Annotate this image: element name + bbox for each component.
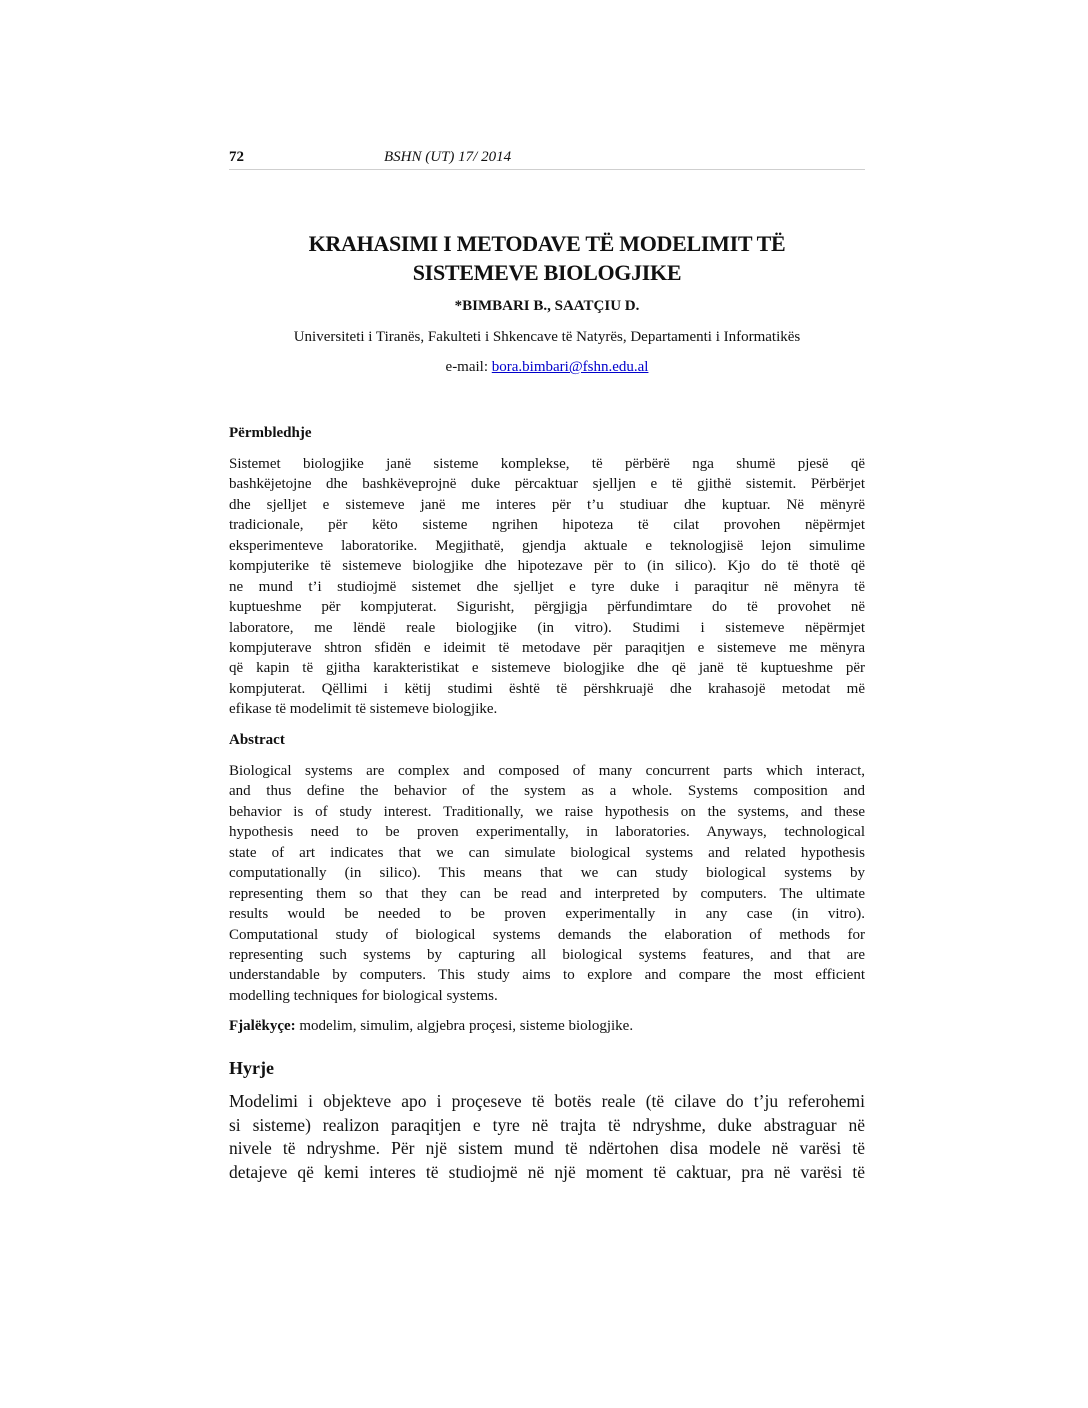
permbledhje-heading: Përmbledhje bbox=[229, 425, 312, 441]
authors: *BIMBARI B., SAATÇIU D. bbox=[454, 298, 640, 314]
permbledhje-body bbox=[229, 454, 865, 720]
keywords-label: Fjalëkyçe: bbox=[229, 1018, 296, 1034]
text-line: detajeve që kemi interes të studiojmë në një moment të caktuar, pra në varësi të bbox=[229, 1161, 865, 1182]
text-line: kuptueshme për kompjuterat. Sigurisht, përgjigja përfundimtare do të provohet në bbox=[229, 599, 865, 616]
text-line: kompjuterave shtron sfidën e ideimit të metodave për paraqitjen e sistemeve me mënyra bbox=[229, 639, 865, 656]
text-line: laboratore, me lëndë reale biologjike (in vitro). Studimi i sistemeve nëpërmjet bbox=[229, 619, 865, 636]
affiliation: Universiteti i Tiranës, Fakulteti i Shkencave të Natyrës, Departamenti i Informatikës bbox=[293, 329, 801, 345]
text-line: dhe sjelljet e sistemeve janë me interes për t’u studiuar dhe kuptuar. Në mënyrë bbox=[229, 496, 865, 513]
keywords-text: modelim, simulim, algjebra proçesi, sisteme biologjike. bbox=[295, 1018, 634, 1034]
text-line: results would be needed to be proven experimentally in any case (in vitro). bbox=[229, 906, 865, 923]
journal-reference: BSHN (UT) 17/ 2014 bbox=[384, 149, 512, 165]
text-line: computationally (in silico). This means that we can study biological systems by bbox=[229, 865, 865, 882]
text-line: and thus define the behavior of the system as a whole. Systems composition and bbox=[229, 783, 865, 800]
keywords bbox=[229, 1016, 865, 1036]
text-line: representing them so that they can be read and interpreted by computers. The ultimate bbox=[229, 885, 865, 902]
text-line: si sisteme) realizon paraqitjen e tyre në trajta të ndryshme, duke abstraguar në bbox=[229, 1114, 865, 1135]
hyrje-heading: Hyrje bbox=[229, 1058, 274, 1078]
title-line-2: SISTEMEVE BIOLOGJIKE bbox=[412, 260, 682, 285]
text-line: state of art indicates that we can simulate biological systems and related hypothesis bbox=[229, 844, 865, 861]
abstract-heading: Abstract bbox=[229, 732, 285, 748]
email-label: e-mail: bbox=[445, 359, 492, 375]
text-line: representing such systems by capturing all biological systems features, and that are bbox=[229, 946, 865, 963]
text-line: efikase të modelimit të sistemeve biologjike. bbox=[229, 701, 498, 718]
text-line: understandable by computers. This study aims to explore and compare the most efficient bbox=[229, 967, 865, 984]
text-line: eksperimenteve laboratorike. Megjithatë, gjendja aktuale e teknologjisë lejon simulime bbox=[229, 537, 865, 554]
text-line: modelling techniques for biological systems. bbox=[229, 987, 498, 1004]
email-line bbox=[229, 357, 865, 377]
email-link[interactable]: bora.bimbari@fshn.edu.al bbox=[491, 359, 649, 375]
text-line: Computational study of biological systems demands the elaboration of methods for bbox=[229, 926, 865, 943]
text-line: Biological systems are complex and composed of many concurrent parts which interact, bbox=[229, 763, 865, 779]
text-line: bashkëjetojne dhe bashkëveprojnë duke përcaktuar sjelljen e të gjithë sistemit. Përbërjet bbox=[229, 476, 865, 493]
abstract-body bbox=[229, 761, 865, 1006]
paper-title bbox=[229, 229, 865, 287]
text-line: Modelimi i objekteve apo i proçeseve të botës reale (të cilave do t’ju referohemi bbox=[229, 1091, 865, 1111]
text-line: behavior is of study interest. Traditionally, we raise hypothesis on the systems, and these bbox=[229, 803, 865, 820]
text-line: Sistemet biologjike janë sisteme komplekse, të përbërë nga shumë pjesë që bbox=[229, 456, 865, 472]
text-line: kompjuterike të sistemeve biologjike dhe hipotezave për to (in silico). Kjo do të thotë që bbox=[229, 558, 865, 575]
text-line: tradicionale, për këto sisteme ngrihen hipoteza të cilat provohen nëpërmjet bbox=[229, 517, 865, 534]
page-number: 72 bbox=[229, 149, 244, 165]
text-line: ne mund t’i studiojmë sistemet dhe sjelljet e tyre duke i paraqitur në mënyra të bbox=[229, 578, 865, 595]
text-line: nivele të ndryshme. Për një sistem mund të ndërtohen disa modele në varësi të bbox=[229, 1138, 865, 1158]
text-line: hypothesis need to be proven experimentally, in laboratories. Anyways, technological bbox=[229, 824, 865, 841]
text-line: që kapin të gjitha karakteristikat e sistemeve biologjike dhe që janë të kuptueshme për bbox=[229, 660, 865, 677]
hyrje-body bbox=[229, 1090, 865, 1184]
running-header bbox=[229, 147, 865, 170]
text-line: kompjuterat. Qëllimi i këtij studimi është të përshkruajë dhe krahasojë metodat më bbox=[229, 680, 865, 697]
title-line-1: KRAHASIMI I METODAVE TË MODELIMIT TË bbox=[308, 231, 786, 256]
